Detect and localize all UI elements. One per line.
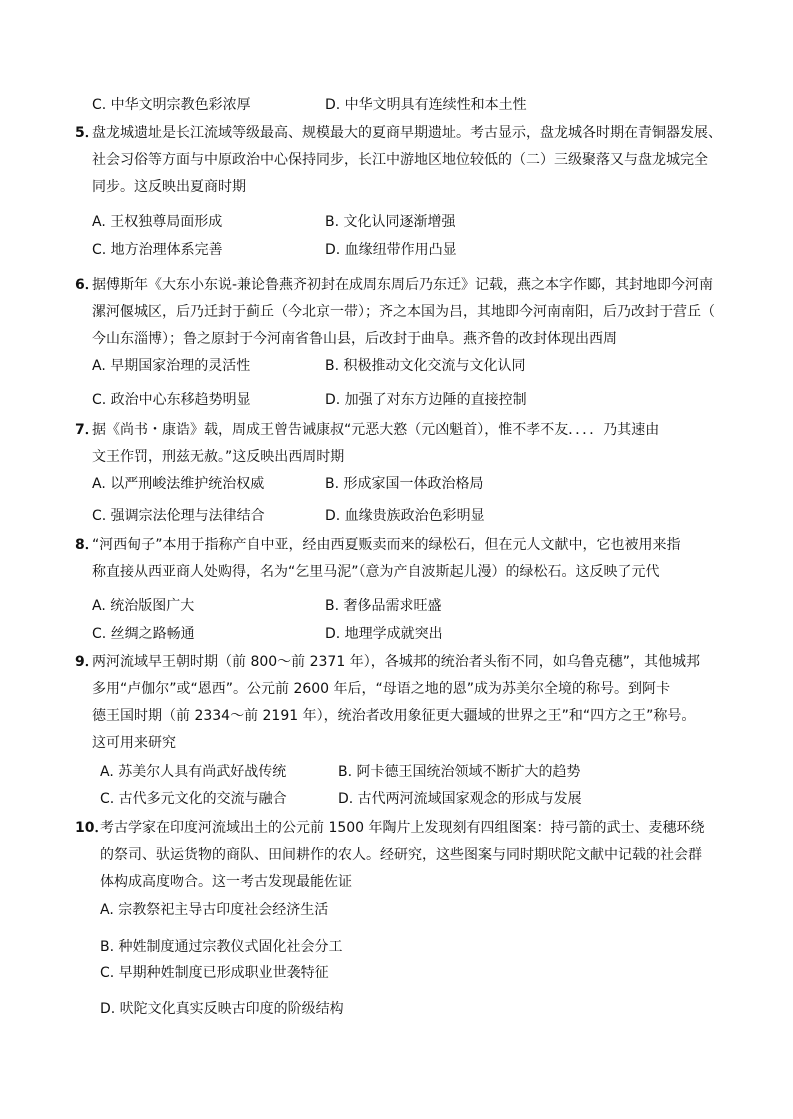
q7-option-b: B. 形成家国一体政治格局 xyxy=(325,476,484,492)
q9-option-b: B. 阿卡德王国统治领域不断扩大的趋势 xyxy=(338,764,581,780)
q8-option-c: C. 丝绸之路畅通 xyxy=(92,626,195,642)
q6-number: 6． xyxy=(75,277,99,293)
q6-stem-line: 漯河偃城区，后乃迁封于蓟丘（今北京一带）；齐之本国为吕，其地即今河南南阳，后乃改封于营丘（ xyxy=(92,304,715,320)
q4-option-d: D. 中华文明具有连续性和本土性 xyxy=(325,97,527,113)
q6-stem-line: 据傅斯年《大东小东说-兼论鲁燕齐初封在成周东周后乃东迁》记载，燕之本字作郾，其封地即今河南 xyxy=(92,277,714,293)
q6-option-d: D. 加强了对东方边陲的直接控制 xyxy=(325,392,527,408)
q10-option-c: C. 早期种姓制度已形成职业世袭特征 xyxy=(100,965,329,981)
q9-stem-line: 这可用来研究 xyxy=(92,735,176,751)
q9-stem-line: 两河流域早王朝时期（前 800～前 2371 年），各城邦的统治者头衔不同，如乌鲁克穗”，其他城邦 xyxy=(92,654,700,670)
q5-option-a: A. 王权独尊局面形成 xyxy=(92,214,223,230)
q9-number: 9． xyxy=(75,654,99,670)
q7-option-c: C. 强调宗法伦理与法律结合 xyxy=(92,508,265,524)
q5-option-d: D. 血缘纽带作用凸显 xyxy=(325,242,457,258)
q6-stem-line: 今山东淄博）；鲁之原封于今河南省鲁山县，后改封于曲阜。燕齐鲁的改封体现出西周 xyxy=(92,331,617,347)
q5-option-b: B. 文化认同逐渐增强 xyxy=(325,214,456,230)
q8-stem-line: “河西甸子”本用于指称产自中亚，经由西夏贩卖而来的绿松石，但在元人文献中，它也被用来指 xyxy=(92,537,681,553)
q10-number: 10． xyxy=(75,820,109,836)
q5-number: 5． xyxy=(75,125,99,141)
q6-option-a: A. 早期国家治理的灵活性 xyxy=(92,358,251,374)
q8-option-d: D. 地理学成就突出 xyxy=(325,626,443,642)
q4-option-c: C. 中华文明宗教色彩浓厚 xyxy=(92,97,251,113)
q7-option-a: A. 以严刑峻法维护统治权威 xyxy=(92,476,265,492)
q10-option-d: D. 吠陀文化真实反映古印度的阶级结构 xyxy=(100,1001,344,1017)
q6-option-b: B. 积极推动文化交流与文化认同 xyxy=(325,358,526,374)
q10-option-a: A. 宗教祭祀主导古印度社会经济生活 xyxy=(100,902,329,918)
q9-option-d: D. 古代两河流域国家观念的形成与发展 xyxy=(338,791,582,807)
q5-stem-line: 同步。这反映出夏商时期 xyxy=(92,179,246,195)
q5-stem-line: 盘龙城遗址是长江流域等级最高、规模最大的夏商早期遗址。考古显示，盘龙城各时期在青铜器发展、 xyxy=(92,125,722,141)
q10-stem-line: 体构成高度吻合。这一考古发现最能佐证 xyxy=(100,874,352,890)
q5-stem-line: 社会习俗等方面与中原政治中心保持同步，长江中游地区地位较低的（二）三级聚落又与盘龙城完全 xyxy=(92,152,708,168)
q7-number: 7． xyxy=(75,422,99,438)
q7-stem-line: 据《尚书・康诰》载，周成王曾告诫康叔“元恶大憝（元凶魁首），惟不孝不友．．．．乃其速由 xyxy=(92,422,660,438)
q9-option-c: C. 古代多元文化的交流与融合 xyxy=(100,791,287,807)
q6-option-c: C. 政治中心东移趋势明显 xyxy=(92,392,251,408)
q10-stem-line: 的祭司、驮运货物的商队、田间耕作的农人。经研究，这些图案与同时期吠陀文献中记载的社会群 xyxy=(100,847,702,863)
q9-stem-line: 德王国时期（前 2334～前 2191 年），统治者改用象征更大疆域的世界之王”和“四方之王”称号。 xyxy=(92,708,696,724)
q10-stem-line: 考古学家在印度河流域出土的公元前 1500 年陶片上发现刻有四组图案：持弓箭的武士、麦穗环绕 xyxy=(100,820,705,836)
q7-stem-line: 文王作罚，刑兹无赦。”这反映出西周时期 xyxy=(92,449,345,465)
q7-option-d: D. 血缘贵族政治色彩明显 xyxy=(325,508,485,524)
q8-number: 8． xyxy=(75,537,99,553)
q8-option-b: B. 奢侈品需求旺盛 xyxy=(325,598,442,614)
q5-option-c: C. 地方治理体系完善 xyxy=(92,242,223,258)
q8-option-a: A. 统治版图广大 xyxy=(92,598,195,614)
q8-stem-line: 称直接从西亚商人处购得，名为“乞里马泥”（意为产自波斯起儿漫）的绿松石。这反映了元代 xyxy=(92,564,660,580)
q9-stem-line: 多用“卢伽尔”或“恩西”。公元前 2600 年后，“母语之地的恩”成为苏美尔全境的称号。到阿卡 xyxy=(92,681,671,697)
q10-option-b: B. 种姓制度通过宗教仪式固化社会分工 xyxy=(100,939,343,955)
q9-option-a: A. 苏美尔人具有尚武好战传统 xyxy=(100,764,287,780)
